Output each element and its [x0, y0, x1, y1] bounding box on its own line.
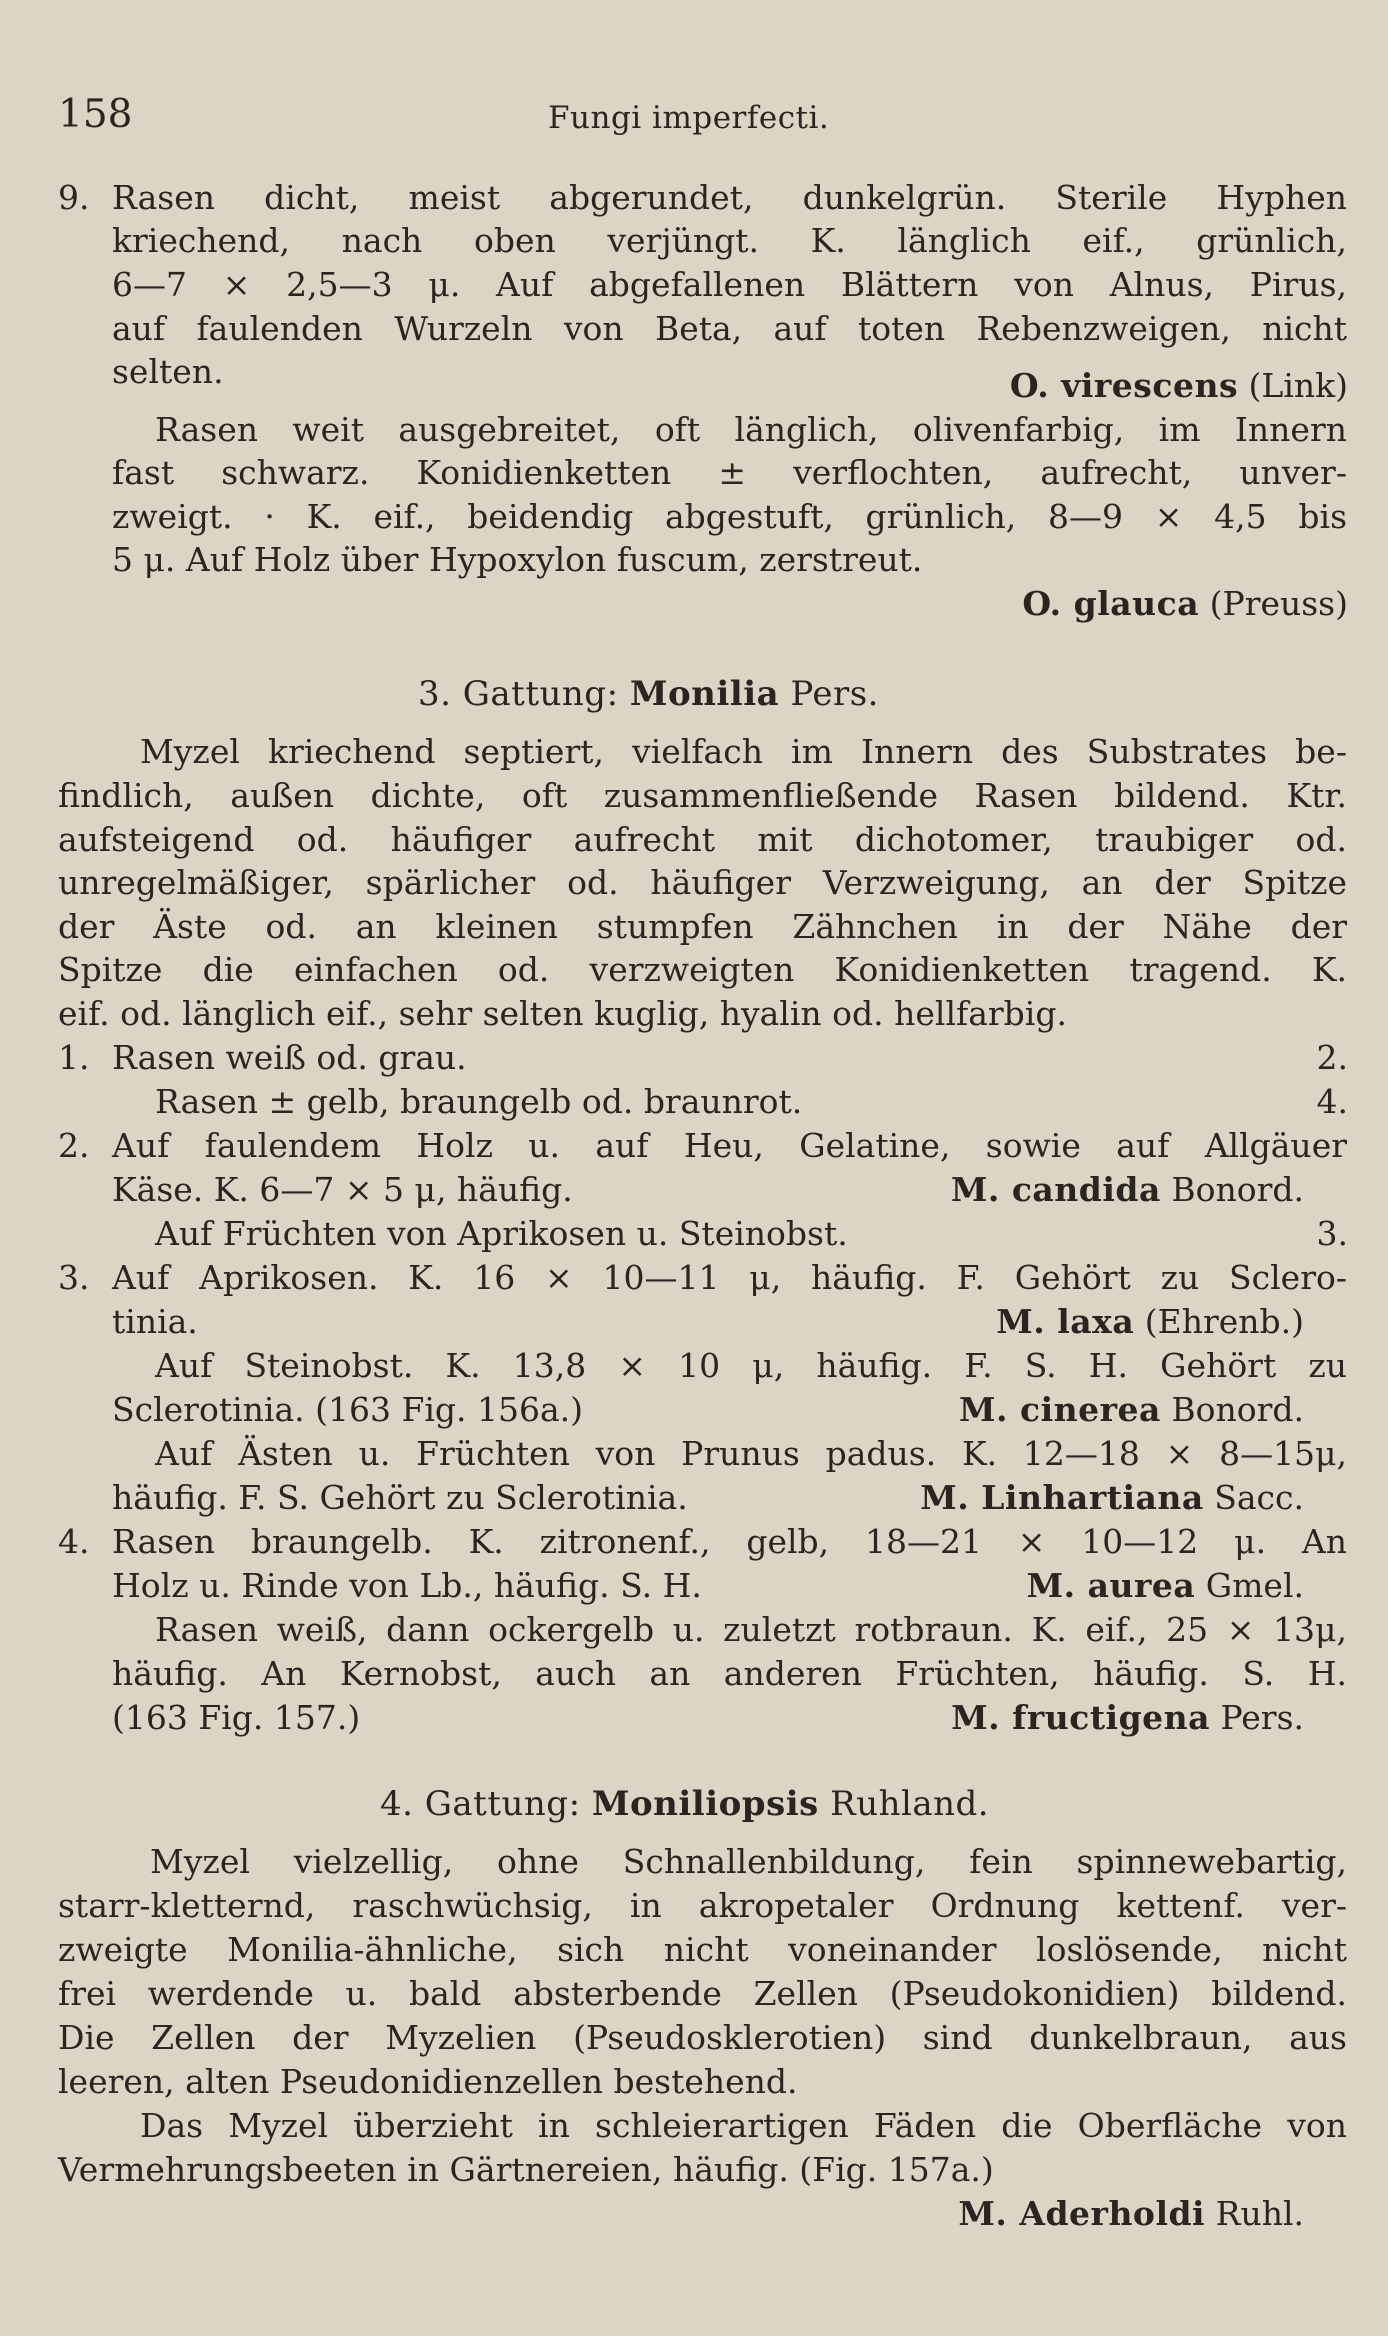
- species-name: M. Linhartiana Sacc.: [920, 1478, 1304, 1517]
- key-number: 2.: [58, 1126, 90, 1165]
- key-number: 1.: [58, 1038, 90, 1077]
- key-reference: 2.: [1316, 1038, 1348, 1077]
- text-line: Sclerotinia. (163 Fig. 156a.): [112, 1390, 584, 1429]
- text-line: Spitze die einfachen od. verzweigten Konidienketten tragend. K.: [58, 950, 1347, 989]
- genus-heading: 4. Gattung: Moniliopsis Ruhland.: [380, 1784, 990, 1824]
- text-line: auf faulenden Wurzeln von Beta, auf toten Rebenzweigen, nicht: [112, 309, 1347, 348]
- text-line: 6—7 × 2,5—3 μ. Auf abgefallenen Blättern von Alnus, Pirus,: [112, 265, 1347, 304]
- species-name: M. cinerea Bonord.: [958, 1390, 1304, 1429]
- text-line: starr-kletternd, raschwüchsig, in akropetaler Ordnung kettenf. ver-: [58, 1886, 1347, 1925]
- text-line: Vermehrungsbeeten in Gärtnereien, häufig. (Fig. 157a.): [58, 2150, 994, 2189]
- species-name: O. glauca (Preuss): [1022, 584, 1348, 623]
- species-name: M. laxa (Ehrenb.): [996, 1302, 1304, 1341]
- text-line: frei werdende u. bald absterbende Zellen (Pseudokonidien) bildend.: [58, 1974, 1347, 2013]
- text-line: Auf Steinobst. K. 13,8 × 10 μ, häufig. F. S. H. Gehört zu: [155, 1346, 1347, 1385]
- text-line: leeren, alten Pseudonidienzellen bestehend.: [58, 2062, 798, 2101]
- key-number: 4.: [58, 1522, 90, 1561]
- text-line: findlich, außen dichte, oft zusammenfließende Rasen bildend. Ktr.: [58, 776, 1347, 815]
- text-line: aufsteigend od. häufiger aufrecht mit dichotomer, traubiger od.: [58, 820, 1347, 859]
- text-line: häufig. F. S. Gehört zu Sclerotinia.: [112, 1478, 688, 1517]
- key-number: 3.: [58, 1258, 90, 1297]
- text-line: (163 Fig. 157.): [112, 1698, 361, 1737]
- text-line: Auf Aprikosen. K. 16 × 10—11 μ, häufig. F. Gehört zu Sclero-: [112, 1258, 1347, 1297]
- running-title: Fungi imperfecti.: [548, 100, 830, 136]
- text-line: Rasen ± gelb, braungelb od. braunrot.: [155, 1082, 803, 1121]
- species-name: M. aurea Gmel.: [1026, 1566, 1304, 1605]
- text-line: fast schwarz. Konidienketten ± verflochten, aufrecht, unver-: [112, 453, 1347, 492]
- text-line: Myzel kriechend septiert, vielfach im Innern des Substrates be-: [140, 732, 1347, 771]
- text-line: selten.: [112, 352, 224, 391]
- text-line: unregelmäßiger, spärlicher od. häufiger Verzweigung, an der Spitze: [58, 863, 1347, 902]
- species-name: M. candida Bonord.: [950, 1170, 1304, 1209]
- text-line: Das Myzel überzieht in schleierartigen Fäden die Oberfläche von: [140, 2106, 1347, 2145]
- text-line: Rasen weiß, dann ockergelb u. zuletzt rotbraun. K. eif., 25 × 13μ,: [155, 1610, 1347, 1649]
- text-line: tinia.: [112, 1302, 198, 1341]
- text-line: kriechend, nach oben verjüngt. K. länglich eif., grünlich,: [112, 221, 1347, 260]
- text-line: Die Zellen der Myzelien (Pseudosklerotien) sind dunkelbraun, aus: [58, 2018, 1347, 2057]
- page-number: 158: [58, 92, 133, 137]
- species-name: M. Aderholdi Ruhl.: [958, 2194, 1304, 2233]
- text-line: Holz u. Rinde von Lb., häufig. S. H.: [112, 1566, 702, 1605]
- text-line: Käse. K. 6—7 × 5 μ, häufig.: [112, 1170, 573, 1209]
- text-line: Rasen weiß od. grau.: [112, 1038, 467, 1077]
- text-line: zweigte Monilia-ähnliche, sich nicht voneinander loslösende, nicht: [58, 1930, 1347, 1969]
- text-line: der Äste od. an kleinen stumpfen Zähnchen in der Nähe der: [58, 907, 1347, 946]
- text-line: Rasen weit ausgebreitet, oft länglich, olivenfarbig, im Innern: [155, 410, 1347, 449]
- genus-heading: 3. Gattung: Monilia Pers.: [418, 674, 879, 714]
- text-line: Rasen braungelb. K. zitronenf., gelb, 18—21 × 10—12 μ. An: [112, 1522, 1347, 1561]
- text-line: Auf faulendem Holz u. auf Heu, Gelatine, sowie auf Allgäuer: [112, 1126, 1347, 1165]
- key-reference: 3.: [1316, 1214, 1348, 1253]
- text-line: 5 μ. Auf Holz über Hypoxylon fuscum, zerstreut.: [112, 540, 923, 579]
- text-line: Myzel vielzellig, ohne Schnallenbildung, fein spinnewebartig,: [150, 1842, 1347, 1881]
- key-reference: 4.: [1316, 1082, 1348, 1121]
- text-line: Auf Früchten von Aprikosen u. Steinobst.: [155, 1214, 848, 1253]
- text-line: eif. od. länglich eif., sehr selten kuglig, hyalin od. hellfarbig.: [58, 994, 1067, 1033]
- text-line: häufig. An Kernobst, auch an anderen Früchten, häufig. S. H.: [112, 1654, 1347, 1693]
- text-line: zweigt. · K. eif., beidendig abgestuft, grünlich, 8—9 × 4,5 bis: [112, 497, 1347, 536]
- species-name: M. fructigena Pers.: [951, 1698, 1304, 1737]
- text-line: Rasen dicht, meist abgerundet, dunkelgrün. Sterile Hyphen: [112, 178, 1347, 217]
- key-number: 9.: [58, 178, 90, 217]
- text-line: Auf Ästen u. Früchten von Prunus padus. K. 12—18 × 8—15μ,: [155, 1434, 1347, 1473]
- species-name: O. virescens (Link): [1009, 366, 1348, 405]
